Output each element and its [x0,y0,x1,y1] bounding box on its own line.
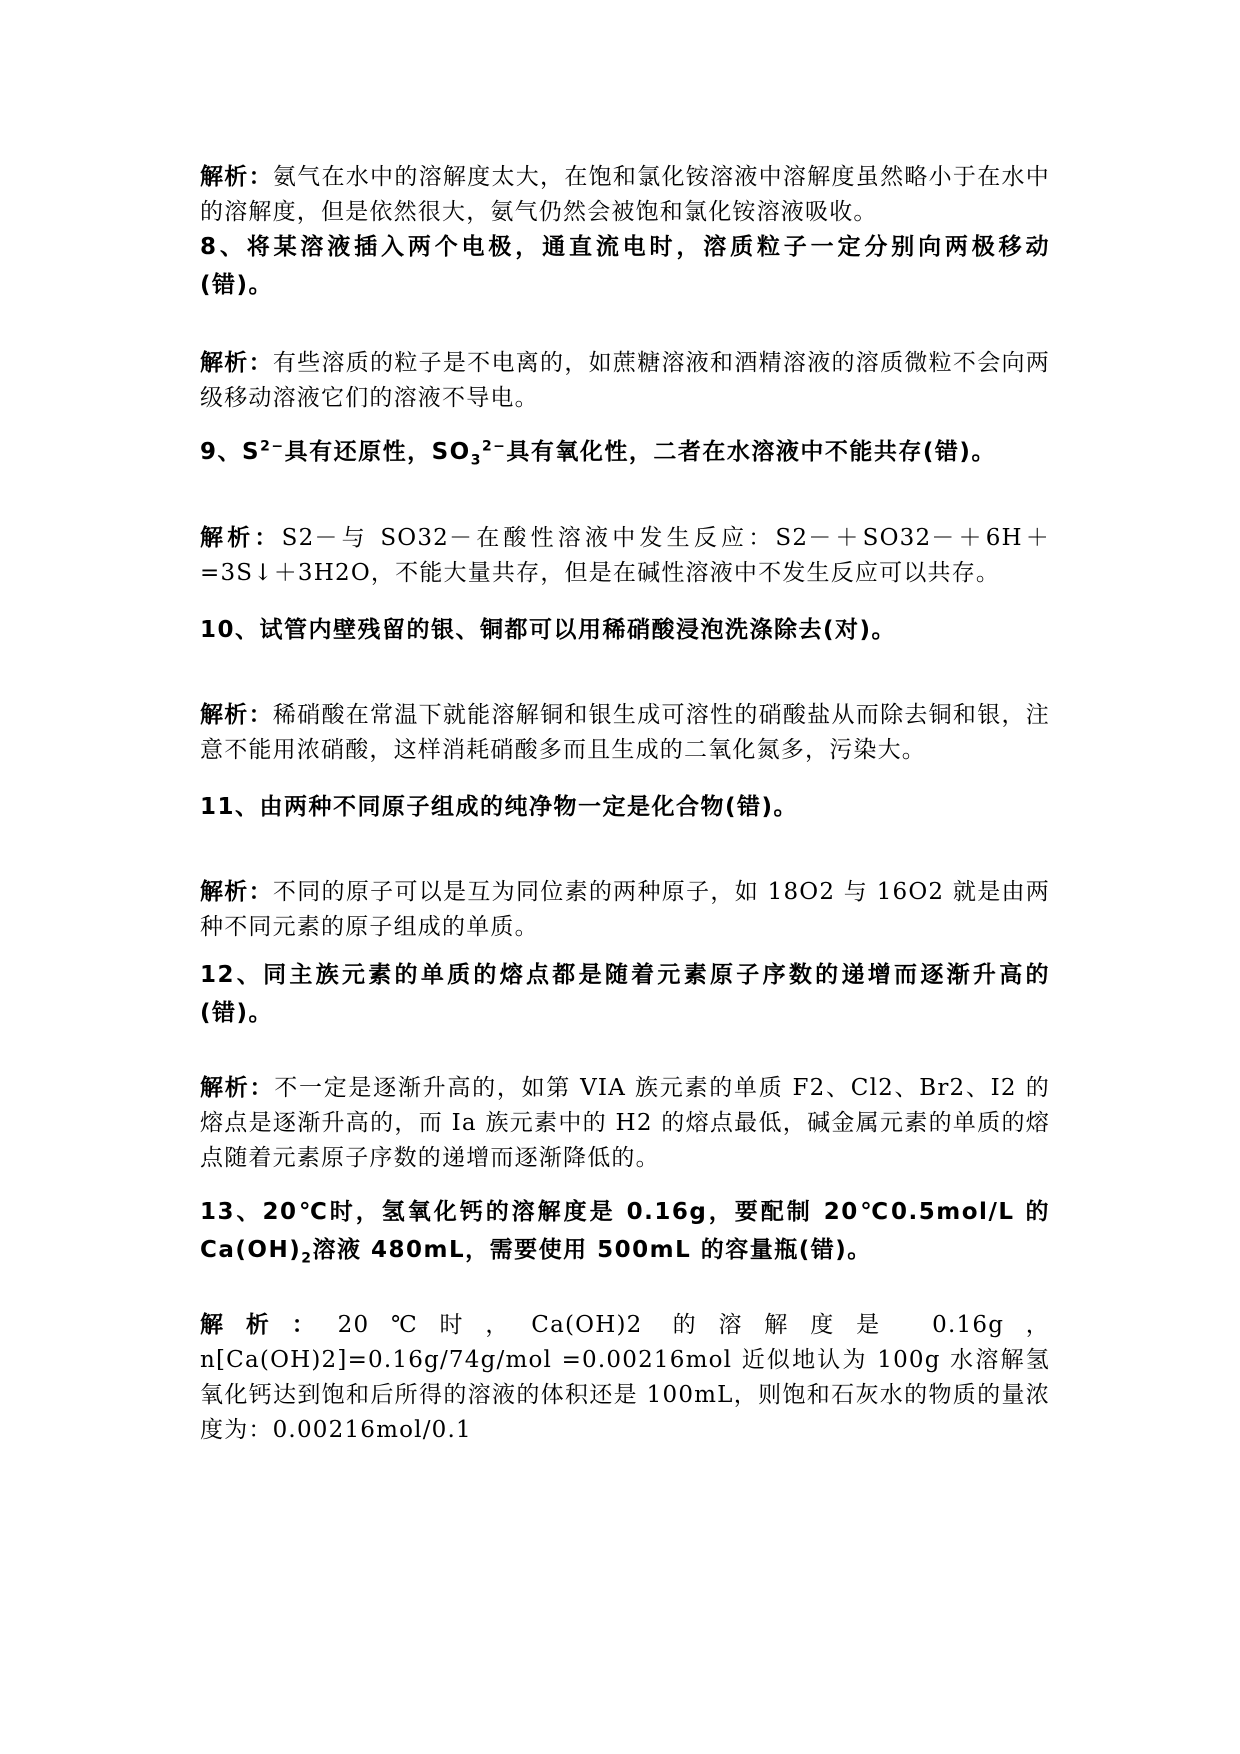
explanation-paragraph [200,698,1050,768]
explanation-paragraph [200,346,1050,416]
explanation-paragraph [200,521,1050,591]
question-10: 10、试管内壁残留的银、铜都可以用稀硝酸浸泡洗涤除去(对)。 [200,617,897,643]
explanation-text: S2－与 SO32－在酸性溶液中发生反应：S2－＋SO32－＋6H＋=3S↓＋3H2O，不能大量共存，但是在碱性溶液中不发生反应可以共存。 [200,525,1050,586]
explanation-text: 不一定是逐渐升高的，如第 VIA 族元素的单质 F2、Cl2、Br2、I2 的熔点是逐渐升高的，而 Ia 族元素中的 H2 的熔点最低，碱金属元素的单质的熔点随着元素原子序数的递增而逐渐降低的。 [200,1075,1050,1171]
explanation-label: 解析： [200,1312,338,1338]
explanation-text: 稀硝酸在常温下就能溶解铜和银生成可溶性的硝酸盐从而除去铜和银，注意不能用浓硝酸，这样消耗硝酸多而且生成的二氧化氮多，污染大。 [200,702,1050,763]
charge-superscript: 2− [260,438,285,455]
question-12: 12、同主族元素的单质的熔点都是随着元素原子序数的递增而逐渐升高的(错)。 [200,962,1050,1026]
subscript: 3 [470,452,482,469]
explanation-text: 不同的原子可以是互为同位素的两种原子，如 18O2 与 16O2 就是由两种不同元素的原子组成的单质。 [200,879,1050,940]
explanation-label: 解析： [200,164,273,190]
question-8: 8、将某溶液插入两个电极，通直流电时，溶质粒子一定分别向两极移动(错)。 [200,234,1050,298]
explanation-paragraph [200,1308,1050,1448]
subscript: 2 [301,1250,313,1267]
explanation-text: 有些溶质的粒子是不电离的，如蔗糖溶液和酒精溶液的溶质微粒不会向两级移动溶液它们的溶液不导电。 [200,350,1050,411]
question-11: 11、由两种不同原子组成的纯净物一定是化合物(错)。 [200,794,799,820]
explanation-paragraph [200,1071,1050,1176]
explanation-text: 20℃时，Ca(OH)2 的溶解度是 0.16g，n[Ca(OH)2]=0.16g/74g/mol =0.00216mol 近似地认为 100g 水溶解氢氧化钙达到饱和后所得的溶液的体积还是 100mL，则饱和石灰水的物质的量浓度为：0.00216mol/0.1 [200,1312,1050,1443]
explanation-label: 解析： [200,879,273,905]
charge-superscript: 2− [481,438,507,455]
explanation-label: 解析： [200,350,273,376]
question-9: 9、$S^{2-}$具有还原性，$SO_3^{2-}$具有氧化性，二者在水溶液中不能共存(错)。 [200,438,996,469]
explanation-text: 氨气在水中的溶解度太大，在饱和氯化铵溶液中溶解度虽然略小于在水中的溶解度，但是依然很大，氨气仍然会被饱和氯化铵溶液吸收。 [200,164,1050,225]
question-13: 13、20℃时，氢氧化钙的溶解度是 0.16g，要配制 20℃0.5mol/L 的 $Ca(OH)_2$溶液 480mL，需要使用 500mL 的容量瓶(错)。 [200,1199,1050,1267]
explanation-paragraph [200,160,1050,230]
explanation-paragraph [200,875,1050,945]
explanation-label: 解析： [200,702,273,728]
explanation-label: 解析： [200,1075,275,1101]
explanation-label: 解析： [200,525,282,551]
